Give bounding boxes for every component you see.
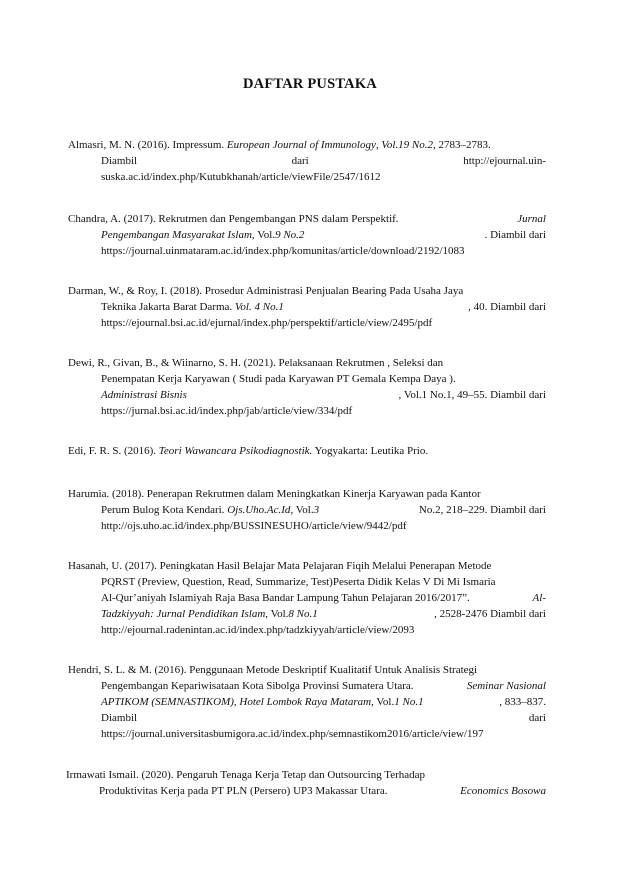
reference-line: Perum Bulog Kota Kendari. Ojs.Uho.Ac.Id, Vol.3 No.2, 218–229. Diambil dari bbox=[101, 504, 546, 516]
reference-link[interactable]: https://jurnal.bsi.ac.id/index.php/jab/article/view/334/pdf bbox=[101, 405, 353, 417]
reference-entry bbox=[68, 558, 546, 638]
reference-link[interactable]: http://ojs.uho.ac.id/index.php/BUSSINESUHO/article/view/9442/pdf bbox=[101, 520, 407, 532]
reference-link[interactable]: https://journal.universitasbumigora.ac.id/index.php/semnastikom2016/article/view/197 bbox=[101, 728, 484, 740]
reference-entry bbox=[68, 137, 546, 185]
reference-line: Edi, F. R. S. (2016). Teori Wawancara Psikodiagnostik. Yogyakarta: Leutika Prio. bbox=[68, 445, 429, 457]
reference-line: APTIKOM (SEMNASTIKOM), Hotel Lombok Raya Mataram, Vol.1 No.1 , 833–837. bbox=[101, 696, 546, 708]
reference-line: Hasanah, U. (2017). Peningkatan Hasil Belajar Mata Pelajaran Fiqih Melalui Penerapan Metode bbox=[68, 560, 492, 572]
reference-line: Almasri, M. N. (2016). Impressum. European Journal of Immunology, Vol.19 No.2, 2783–2783. bbox=[68, 139, 491, 151]
reference-link[interactable]: http://ejournal.radenintan.ac.id/index.php/tadzkiyyah/article/view/2093 bbox=[101, 624, 415, 636]
reference-link[interactable]: suska.ac.id/index.php/Kutubkhanah/article/viewFile/2547/1612 bbox=[101, 171, 381, 183]
reference-line: Penempatan Kerja Karyawan ( Studi pada Karyawan PT Gemala Kempa Daya ). bbox=[101, 373, 456, 385]
reference-entry bbox=[68, 283, 546, 331]
reference-entry bbox=[68, 443, 546, 459]
reference-line: Administrasi Bisnis , Vol.1 No.1, 49–55. Diambil dari bbox=[101, 389, 546, 401]
reference-entry bbox=[68, 355, 546, 419]
reference-entry bbox=[68, 486, 546, 534]
reference-line: Teknika Jakarta Barat Darma. Vol. 4 No.1 , 40. Diambil dari bbox=[101, 301, 546, 313]
reference-line: Produktivitas Kerja pada PT PLN (Persero) UP3 Makassar Utara. Economics Bosowa bbox=[99, 785, 546, 797]
reference-line: Hendri, S. L. & M. (2016). Penggunaan Metode Deskriptif Kualitatif Untuk Analisis Strategi bbox=[68, 664, 478, 676]
reference-line: Chandra, A. (2017). Rekrutmen dan Pengembangan PNS dalam Perspektif. Jurnal bbox=[68, 213, 546, 225]
reference-entry bbox=[66, 767, 546, 799]
reference-line: Diambil dari bbox=[101, 712, 546, 724]
reference-line: Tadzkiyyah: Jurnal Pendidikan Islam, Vol.8 No.1 , 2528-2476 Diambil dari bbox=[101, 608, 546, 620]
reference-line: Dewi, R., Givan, B., & Wiinarno, S. H. (2021). Pelaksanaan Rekrutmen , Seleksi dan bbox=[68, 357, 444, 369]
page-title: DAFTAR PUSTAKA bbox=[243, 76, 377, 92]
reference-line: PQRST (Preview, Question, Read, Summarize, Test)Peserta Didik Kelas V Di Mi Ismaria bbox=[101, 576, 496, 588]
reference-line: Pengembangan Kepariwisataan Kota Sibolga Provinsi Sumatera Utara. Seminar Nasional bbox=[101, 680, 546, 692]
reference-line: Diambil dari http://ejournal.uin- bbox=[101, 155, 546, 167]
reference-line: Irmawati Ismail. (2020). Pengaruh Tenaga Kerja Tetap dan Outsourcing Terhadap bbox=[66, 769, 426, 781]
reference-line: Al-Qur’aniyah Islamiyah Raja Basa Bandar Lampung Tahun Pelajaran 2016/2017”. Al- bbox=[101, 592, 546, 604]
reference-line: Pengembangan Masyarakat Islam, Vol.9 No.2 . Diambil dari bbox=[101, 229, 546, 241]
reference-line: Harumia. (2018). Penerapan Rekrutmen dalam Meningkatkan Kinerja Karyawan pada Kantor bbox=[68, 488, 481, 500]
reference-link[interactable]: https://ejournal.bsi.ac.id/ejurnal/index.php/perspektif/article/view/2495/pdf bbox=[101, 317, 433, 329]
reference-entry bbox=[68, 662, 546, 742]
reference-link[interactable]: https://journal.uinmataram.ac.id/index.php/komunitas/article/download/2192/1083 bbox=[101, 245, 465, 257]
reference-entry bbox=[68, 211, 546, 259]
reference-line: Darman, W., & Roy, I. (2018). Prosedur Administrasi Penjualan Bearing Pada Usaha Jaya bbox=[68, 285, 464, 297]
